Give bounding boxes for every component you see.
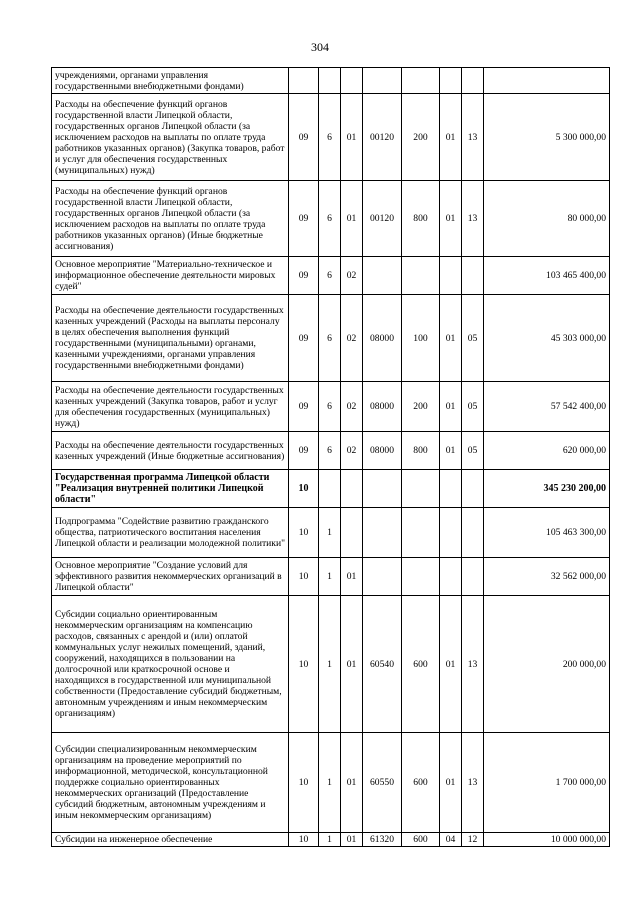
cell-amount: 5 300 000,00 (484, 94, 610, 181)
cell-main-activity: 01 (341, 181, 363, 257)
cell-amount: 200 000,00 (484, 596, 610, 733)
cell-section (440, 257, 462, 295)
cell-main-activity: 01 (341, 596, 363, 733)
table-row (52, 558, 610, 596)
cell-subprogram (319, 68, 341, 94)
cell-expense-type (402, 257, 440, 295)
cell-direction: 60540 (363, 596, 402, 733)
cell-amount: 10 000 000,00 (484, 833, 610, 847)
cell-subsection (462, 558, 484, 596)
cell-program: 10 (289, 470, 319, 508)
cell-subprogram: 6 (319, 257, 341, 295)
table-row (52, 382, 610, 432)
cell-expense-type: 600 (402, 833, 440, 847)
cell-expense-type: 200 (402, 382, 440, 432)
cell-amount (484, 68, 610, 94)
cell-main-activity: 01 (341, 558, 363, 596)
cell-program: 10 (289, 833, 319, 847)
cell-expense-type (402, 68, 440, 94)
cell-subsection: 13 (462, 94, 484, 181)
cell-subsection: 05 (462, 295, 484, 382)
cell-program: 09 (289, 432, 319, 470)
cell-subprogram: 6 (319, 94, 341, 181)
cell-program: 10 (289, 733, 319, 833)
cell-amount: 32 562 000,00 (484, 558, 610, 596)
cell-direction (363, 470, 402, 508)
cell-direction (363, 68, 402, 94)
cell-expense-type (402, 470, 440, 508)
cell-subsection: 12 (462, 833, 484, 847)
cell-section: 01 (440, 382, 462, 432)
cell-main-activity: 01 (341, 733, 363, 833)
cell-expense-type (402, 558, 440, 596)
cell-amount: 620 000,00 (484, 432, 610, 470)
cell-subprogram: 1 (319, 733, 341, 833)
cell-subprogram: 6 (319, 432, 341, 470)
cell-direction: 61320 (363, 833, 402, 847)
cell-subprogram: 1 (319, 596, 341, 733)
cell-amount: 345 230 200,00 (484, 470, 610, 508)
cell-section: 01 (440, 181, 462, 257)
table-row (52, 508, 610, 558)
cell-direction: 60550 (363, 733, 402, 833)
cell-main-activity: 01 (341, 833, 363, 847)
cell-subsection (462, 508, 484, 558)
row-description: Расходы на обеспечение деятельности государственных казенных учреждений (Иные бюджетные ассигнования) (52, 432, 289, 470)
cell-subprogram: 6 (319, 382, 341, 432)
cell-main-activity: 01 (341, 94, 363, 181)
cell-amount: 103 465 400,00 (484, 257, 610, 295)
cell-amount: 57 542 400,00 (484, 382, 610, 432)
cell-section (440, 68, 462, 94)
row-description: Государственная программа Липецкой области "Реализация внутренней политики Липецкой области" (52, 470, 289, 508)
row-description: учреждениями, органами управления государственными внебюджетными фондами) (52, 68, 289, 94)
row-description: Субсидии на инженерное обеспечение (52, 833, 289, 847)
cell-subsection: 13 (462, 596, 484, 733)
cell-main-activity: 02 (341, 432, 363, 470)
cell-section: 01 (440, 733, 462, 833)
table-row (52, 94, 610, 181)
row-description: Основное мероприятие "Создание условий для эффективного развития некоммерческих организаций в Липецкой области" (52, 558, 289, 596)
cell-subprogram: 6 (319, 181, 341, 257)
cell-section (440, 558, 462, 596)
table-row (52, 257, 610, 295)
cell-direction: 08000 (363, 432, 402, 470)
row-description: Расходы на обеспечение функций органов государственной власти Липецкой области, государственных органов Липецкой области (за исключением расходов на выплаты по оплате труда работников указанных органов) (Закупка товаров, работ и услуг для обеспечения государственных (муниципальных) нужд) (52, 94, 289, 181)
cell-main-activity (341, 470, 363, 508)
cell-subsection (462, 257, 484, 295)
cell-main-activity (341, 68, 363, 94)
cell-program: 09 (289, 382, 319, 432)
cell-main-activity: 02 (341, 382, 363, 432)
cell-subsection: 05 (462, 432, 484, 470)
cell-section: 01 (440, 94, 462, 181)
row-description: Расходы на обеспечение функций органов государственной власти Липецкой области, государственных органов Липецкой области (за исключением расходов на выплаты по оплате труда работников указанных органов) (Иные бюджетные ассигнования) (52, 181, 289, 257)
table-row (52, 432, 610, 470)
cell-section (440, 508, 462, 558)
row-description: Расходы на обеспечение деятельности государственных казенных учреждений (Расходы на выплаты персоналу в целях обеспечения выполнения функций государственными (муниципальными) органами, казенными учреждениями, органами управления государственными внебюджетными фондами) (52, 295, 289, 382)
cell-section: 01 (440, 295, 462, 382)
cell-program: 09 (289, 94, 319, 181)
cell-direction: 08000 (363, 382, 402, 432)
table-row (52, 181, 610, 257)
cell-direction (363, 257, 402, 295)
cell-amount: 105 463 300,00 (484, 508, 610, 558)
table-row (52, 833, 610, 847)
cell-expense-type: 800 (402, 432, 440, 470)
table-row (52, 596, 610, 733)
cell-subprogram: 1 (319, 833, 341, 847)
cell-subsection (462, 470, 484, 508)
cell-subsection (462, 68, 484, 94)
cell-expense-type: 200 (402, 94, 440, 181)
row-description: Субсидии социально ориентированным некоммерческим организациям на компенсацию расходов, связанных с арендой и (или) оплатой коммунальных услуг нежилых помещений, зданий, сооружений, находящихся в пользовании на долгосрочной или краткосрочной основе и находящихся в государственной или муниципальной собственности (Предоставление субсидий бюджетным, автономным учреждениям и иным некоммерческим организациям) (52, 596, 289, 733)
row-description: Подпрограмма "Содействие развитию гражданского общества, патриотического воспитания населения Липецкой области и реализации молодежной политики" (52, 508, 289, 558)
table-row (52, 733, 610, 833)
table-row (52, 470, 610, 508)
cell-subprogram: 1 (319, 508, 341, 558)
cell-subsection: 13 (462, 181, 484, 257)
row-description: Расходы на обеспечение деятельности государственных казенных учреждений (Закупка товаров, работ и услуг для обеспечения государственных (муниципальных) нужд) (52, 382, 289, 432)
cell-subsection: 05 (462, 382, 484, 432)
row-description: Основное мероприятие "Материально-техническое и информационное обеспечение деятельности мировых судей" (52, 257, 289, 295)
cell-main-activity: 02 (341, 257, 363, 295)
cell-subprogram: 6 (319, 295, 341, 382)
cell-section: 01 (440, 596, 462, 733)
cell-program: 09 (289, 181, 319, 257)
budget-table (51, 67, 610, 847)
cell-amount: 80 000,00 (484, 181, 610, 257)
cell-expense-type: 600 (402, 733, 440, 833)
cell-expense-type: 100 (402, 295, 440, 382)
page-number: 304 (311, 40, 329, 54)
cell-program: 10 (289, 558, 319, 596)
cell-subprogram (319, 470, 341, 508)
cell-expense-type: 800 (402, 181, 440, 257)
cell-direction (363, 558, 402, 596)
cell-program: 10 (289, 508, 319, 558)
cell-direction: 00120 (363, 181, 402, 257)
cell-amount: 1 700 000,00 (484, 733, 610, 833)
cell-amount: 45 303 000,00 (484, 295, 610, 382)
cell-direction: 08000 (363, 295, 402, 382)
cell-section (440, 470, 462, 508)
cell-main-activity (341, 508, 363, 558)
cell-expense-type: 600 (402, 596, 440, 733)
cell-program (289, 68, 319, 94)
cell-subsection: 13 (462, 733, 484, 833)
cell-expense-type (402, 508, 440, 558)
cell-direction (363, 508, 402, 558)
cell-subprogram: 1 (319, 558, 341, 596)
cell-direction: 00120 (363, 94, 402, 181)
cell-main-activity: 02 (341, 295, 363, 382)
cell-section: 04 (440, 833, 462, 847)
budget-table-body (52, 68, 610, 847)
table-row (52, 295, 610, 382)
cell-program: 10 (289, 596, 319, 733)
row-description: Субсидии специализированным некоммерческим организациям на проведение мероприятий по информационной, методической, консультационной поддержке социально ориентированных некоммерческих организаций (Предоставление субсидий бюджетным, автономным учреждениям и иным некоммерческим организациям) (52, 733, 289, 833)
table-row (52, 68, 610, 94)
cell-program: 09 (289, 257, 319, 295)
cell-program: 09 (289, 295, 319, 382)
cell-section: 01 (440, 432, 462, 470)
